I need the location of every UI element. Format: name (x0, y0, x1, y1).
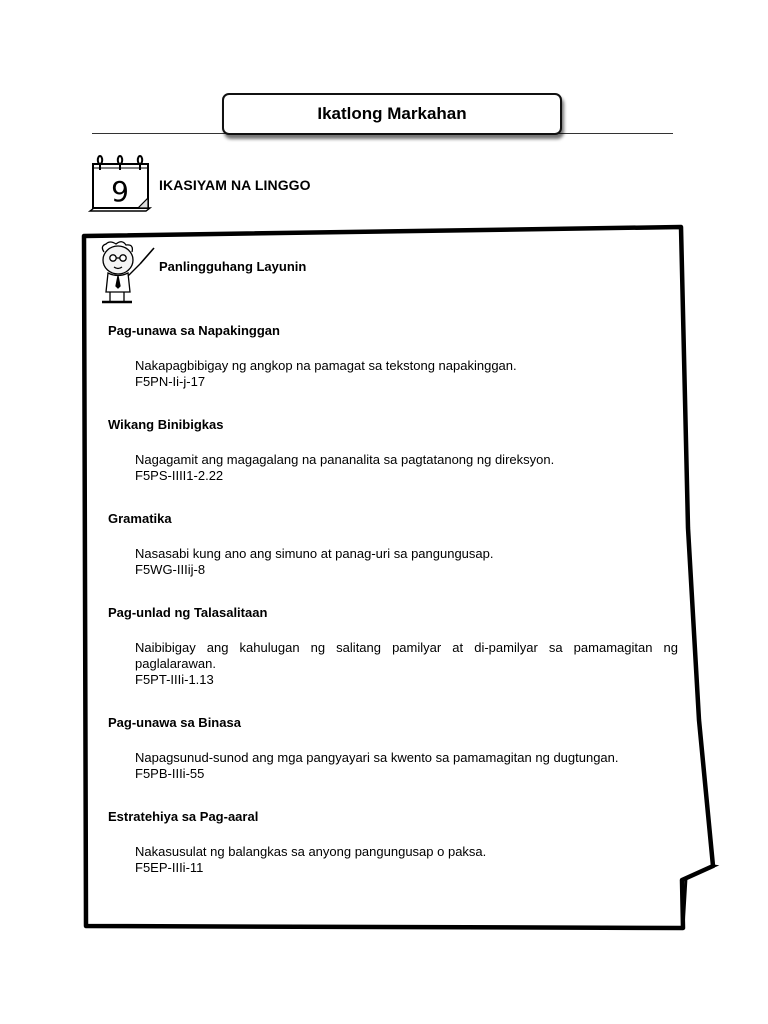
section-estratehiya-sa-pag-aaral (108, 809, 678, 876)
section-pag-unlad-ng-talasalitaan (108, 605, 678, 688)
section-heading: Pag-unlad ng Talasalitaan (108, 605, 268, 620)
section-code: F5PT-IIIi-1.13 (135, 672, 214, 687)
section-pag-unawa-sa-napakinggan (108, 323, 678, 390)
teacher-icon (96, 240, 158, 306)
calendar-number: 9 (111, 175, 129, 208)
section-code: F5EP-IIIi-11 (135, 860, 204, 875)
section-heading: Gramatika (108, 511, 172, 526)
section-code: F5PN-Ii-j-17 (135, 374, 206, 389)
section-gramatika (108, 511, 678, 578)
section-heading: Pag-unawa sa Binasa (108, 715, 241, 730)
section-objective: Nagagamit ang magagalang na pananalita sa pagtatanong ng direksyon. (135, 452, 555, 467)
quarter-title (222, 93, 562, 135)
section-objective: Naibibigay ang kahulugan ng salitang pamilyar at di-pamilyar sa pamamagitan ng paglalarawan. (135, 640, 678, 671)
calendar-icon (88, 154, 154, 216)
section-heading: Wikang Binibigkas (108, 417, 224, 432)
section-wikang-binibigkas (108, 417, 678, 484)
section-objective: Napagsunud-sunod ang mga pangyayari sa kwento sa pamamagitan ng dugtungan. (135, 750, 619, 765)
objectives-title: Panlingguhang Layunin (159, 259, 307, 274)
section-heading: Pag-unawa sa Napakinggan (108, 323, 280, 338)
section-code: F5PB-IIIi-55 (135, 766, 205, 781)
section-code: F5PS-IIII1-2.22 (135, 468, 224, 483)
section-code: F5WG-IIIij-8 (135, 562, 206, 577)
section-pag-unawa-sa-binasa (108, 715, 678, 782)
section-objective: Nasasabi kung ano ang simuno at panag-uri sa pangungusap. (135, 546, 494, 561)
week-title: IKASIYAM NA LINGGO (159, 177, 311, 193)
quarter-title-text: Ikatlong Markahan (317, 104, 467, 123)
section-heading: Estratehiya sa Pag-aaral (108, 809, 259, 824)
section-objective: Nakapagbibigay ng angkop na pamagat sa tekstong napakinggan. (135, 358, 517, 373)
section-objective: Nakasusulat ng balangkas sa anyong pangungusap o paksa. (135, 844, 487, 859)
